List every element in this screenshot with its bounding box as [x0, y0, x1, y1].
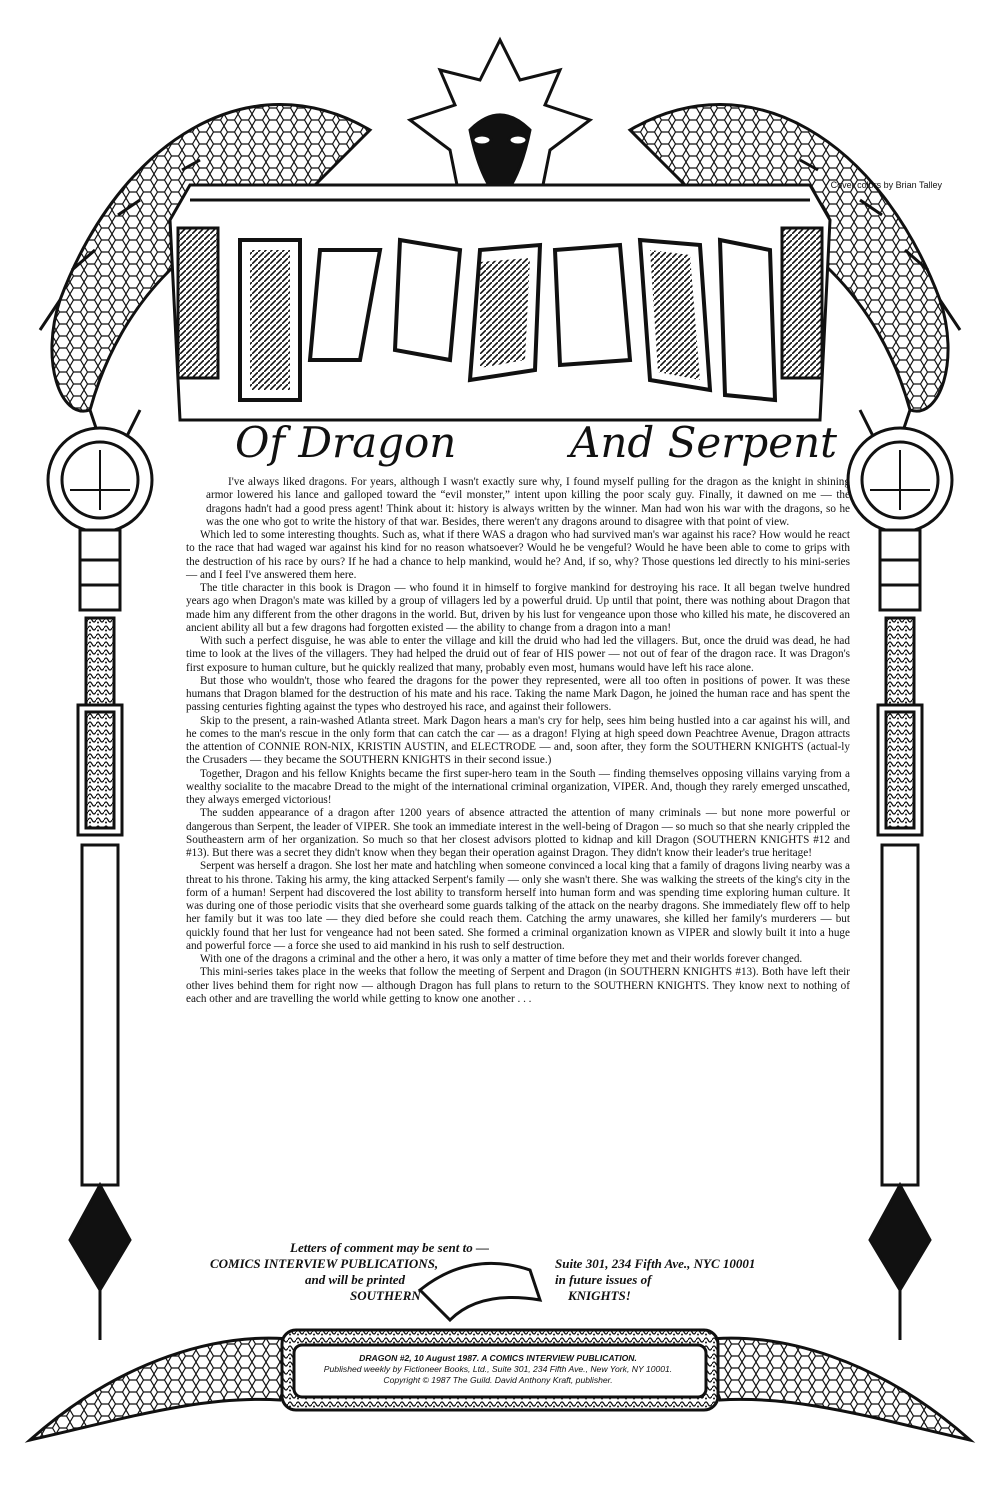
letters-line-3: and will be printed [305, 1272, 406, 1287]
publisher-address: Suite 301, 234 Fifth Ave., NYC 10001 [555, 1256, 756, 1271]
letters-southern: SOUTHERN [350, 1288, 421, 1303]
letters-line-3b: in future issues of [555, 1272, 652, 1287]
letters-of-comment [210, 1240, 840, 1320]
editorial-text [186, 476, 850, 1006]
publisher-name: COMICS INTERVIEW PUBLICATIONS, [210, 1256, 439, 1271]
paragraph: But those who wouldn't, those who feared the dragons for the power they represented, were all too often in positions of power. It was these humans that Dragon blamed for the destruction of his mate and his race. Taking the name Mark Dagon, he joined the human race and has spent the passing centuries fighting against the types who destroyed his race, and against their followers. [186, 674, 850, 714]
indicia-line-1: DRAGON #2, 10 August 1987. A COMICS INTERVIEW PUBLICATION. [359, 1353, 637, 1363]
paragraph: With such a perfect disguise, he was able to enter the village and kill the druid who had led the villagers. But, once the druid was dead, he had time to look at the lives of the villagers. They had helped the druid out of fear of HIS power — not out of fear of the dragon race. It was Dragon's first exposure to human culture, but he quickly realized that many, probably even most, humans would have left his race alone. [186, 635, 850, 674]
paragraph: Skip to the present, a rain-washed Atlanta street. Mark Dagon hears a man's cry for help, sees him being hustled into a car against his will, and he comes to the man's rescue in the only form that can catch the car — as a dragon! Flying at high speed down Peachtree Avenue, Dragon attracts the attention of CONNIE RON-NIX, KRISTIN AUSTIN, and ELECTRODE — and, soon after, they form the SOUTHERN KNIGHTS (actual-ly the Crusaders — they became the SOUTHERN KNIGHTS in their second issue.) [186, 714, 850, 767]
right-column [848, 428, 952, 1340]
title-banner [170, 185, 830, 420]
letters-knights: KNIGHTS! [568, 1288, 631, 1303]
paragraph: Together, Dragon and his fellow Knights became the first super-hero team in the South — finding themselves opposing villains varying from a wealthy socialite to the macabre Dread to the might of the international criminal organization, VIPER. And, though they rarely emerged unscathed, they always emerged victorious! [186, 767, 850, 806]
paragraph: With one of the dragons a criminal and the other a hero, it was only a matter of time before they met and their worlds forever changed. [200, 953, 803, 965]
paragraph: The title character in this book is Dragon — who found it in himself to forgive mankind for destroying his race. It all began twelve hundred years ago when Dragon's mate was killed by a group of villagers led by a powerful druid. Up until that point, there was nothing about Dragon that made him any different from the other dragons in the world. But, driven by his lust for vengeance upon those who killed his mate, he discovered an ancient ability all but a few dragons had forgotten existed — the ability to change from a dragon into a man! [186, 582, 850, 634]
left-column [48, 428, 152, 1340]
subtitle-left: Of Dragon [235, 418, 457, 467]
paragraph: I've always liked dragons. For years, although I wasn't exactly sure why, I found myself pulling for the dragon as the knight in shining armor lowered his lance and galloped toward the “evil monster,” intent upon killing the poor scaly guy. Finally, it dawned on me — the dragons hadn't had a good press agent! Think about it: history is always written by the winner. Man had won his war with the dragons, so he was the one who got to write the history of that war. Besides, there weren't any dragons around to disagree with that point of view. [206, 476, 850, 528]
paragraph: Serpent was herself a dragon. She lost her mate and hatchling when someone convinced a local king that a family of dragons living nearby was a threat to his throne. Taking his army, the king attacked Serpent's family — only she wasn't there. She was walking the streets of the king's city in the form of a human! Serpent had discovered the lost ability to transform herself into human form and was spending time exploring human culture. It was during one of those periodic visits that she overheard some guards talking of the attack on the nearby dragons. She immediately flew off to help her family but it was too late — they died before she could reach them. Catching the army unawares, she killed her family's murderers — but quickly found that her lust for vengeance had not been sated. She formed a criminal organization known as VIPER and slowly built it into a huge and powerful force — a force she used to aid mankind in his rush to self destruction. [186, 860, 850, 952]
letters-line-1: Letters of comment may be sent to — [290, 1240, 489, 1255]
cover-credit: Cover colors by Brian Talley [830, 180, 942, 190]
paragraph: The sudden appearance of a dragon after 1200 years of absence attracted the attention of many criminals — but none more powerful or dangerous than Serpent, the leader of VIPER. She took an immediate interest in the well-being of Dragon — so much so that she nearly crippled the Southeastern arm of her organization. So much so that her closest advisors plotted to kidnap and kill Dragon (SOUTHERN KNIGHTS #12 and #13). But there was a secret they didn't know when they began their operation against Dragon. They didn't know their leader's true heritage! [186, 807, 850, 859]
paragraph: This mini-series takes place in the weeks that follow the meeting of Serpent and Dragon (in SOUTHERN KNIGHTS #13). Both have left their other lives behind them for right now — although Dragon has full plans to return to the SOUTHERN KNIGHTS. They know next to nothing of each other and are travelling the world while getting to know one another . . . [186, 966, 850, 1005]
subtitle-right: And Serpent [570, 418, 837, 467]
indicia-line-2: Published weekly by Fictioneer Books, Ltd., Suite 301, 234 Fifth Ave., New York, NY 10001. [323, 1364, 673, 1374]
paragraph: Which led to some interesting thoughts. Such as, what if there WAS a dragon who had survived man's war against his race? How would he react to the race that had waged war against his kind for no reason whatsoever? Would he be vengeful? Would he have been able to come to grips with the destruction of his race by ours? If he had a chance to help mankind, would he? And, if so, why? Those questions led directly to his mini-series — and I feel I've answered them here. [186, 529, 850, 581]
indicia-line-3: Copyright © 1987 The Guild. David Anthony Kraft, publisher. [383, 1375, 613, 1385]
publication-info [298, 1353, 698, 1386]
